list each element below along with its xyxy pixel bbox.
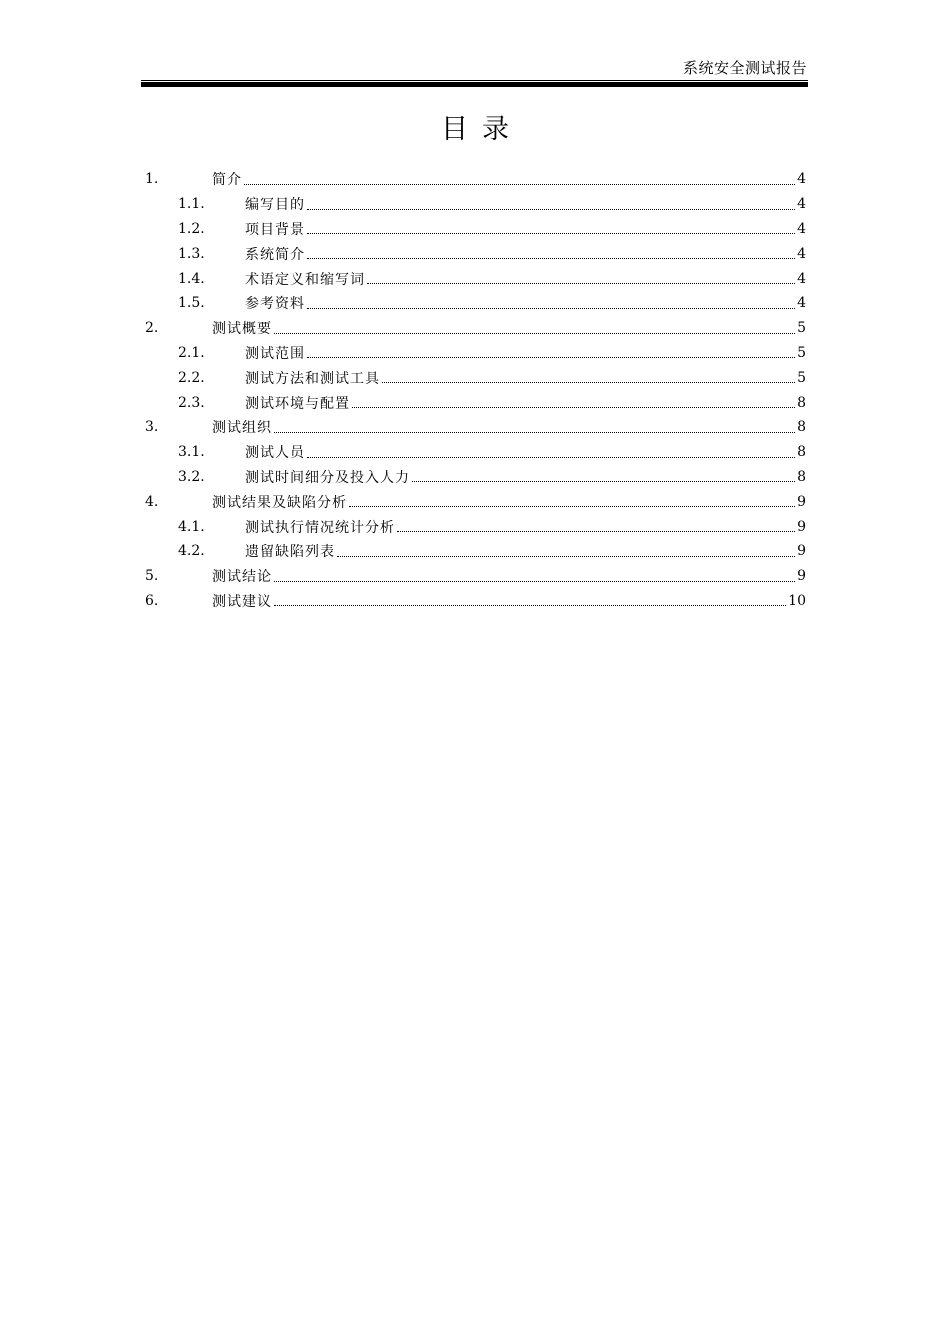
toc-entry[interactable] (145, 390, 806, 415)
toc-entry[interactable] (145, 217, 806, 242)
header-rule-thin (141, 80, 808, 81)
toc-entry-number: 1. (145, 171, 159, 188)
toc-entry[interactable] (145, 316, 806, 341)
toc-entry[interactable] (145, 465, 806, 490)
toc-dot-leader (307, 244, 795, 259)
toc-entry-label[interactable]: 测试环境与配置 (245, 395, 350, 412)
toc-entry-number: 3.2. (178, 468, 205, 485)
toc-entry-label[interactable]: 系统简介 (245, 246, 305, 263)
toc-dot-leader (337, 542, 795, 557)
toc-entry[interactable] (145, 167, 806, 192)
toc-entry-number: 3.1. (178, 444, 205, 461)
toc-entry[interactable] (145, 514, 806, 539)
toc-entry[interactable] (145, 192, 806, 217)
toc-entry-page: 8 (797, 419, 806, 436)
toc-entry-number: 1.5. (178, 295, 205, 312)
toc-entry-label[interactable]: 术语定义和缩写词 (245, 271, 365, 288)
toc-entry-page: 9 (797, 518, 806, 535)
toc-dot-leader (244, 170, 795, 185)
toc-entry[interactable] (145, 415, 806, 440)
toc-entry-number: 5. (145, 568, 159, 585)
toc-entry-number: 3. (145, 419, 159, 436)
toc-entry-number: 2.3. (178, 394, 205, 411)
toc-entry[interactable] (145, 564, 806, 589)
toc-entry-label[interactable]: 简介 (212, 172, 242, 189)
toc-entry-number: 2.1. (178, 344, 205, 361)
toc-entry-number: 4. (145, 493, 159, 510)
toc-dot-leader (367, 269, 795, 284)
toc-entry-page: 4 (797, 295, 806, 312)
toc-entry-label[interactable]: 测试概要 (212, 321, 272, 338)
header-rule-thick (141, 82, 808, 87)
toc-entry-label[interactable]: 测试执行情况统计分析 (245, 519, 395, 536)
toc-entry-number: 2.2. (178, 369, 205, 386)
toc-entry-number: 1.4. (178, 270, 205, 287)
toc-entry-page: 9 (797, 543, 806, 560)
toc-entry-page: 10 (788, 592, 806, 609)
toc-entry[interactable] (145, 489, 806, 514)
toc-entry[interactable] (145, 341, 806, 366)
toc-entry[interactable] (145, 589, 806, 614)
toc-entry-page: 9 (797, 568, 806, 585)
toc-entry-label[interactable]: 遗留缺陷列表 (245, 544, 335, 561)
toc-entry-page: 4 (797, 220, 806, 237)
toc-entry-label[interactable]: 测试时间细分及投入人力 (245, 469, 410, 486)
toc-entry-label[interactable]: 测试结果及缺陷分析 (212, 494, 347, 511)
toc-dot-leader (274, 567, 795, 582)
toc-entry-page: 4 (797, 196, 806, 213)
toc-dot-leader (274, 319, 795, 334)
toc-entry-page: 4 (797, 270, 806, 287)
toc-entry-page: 9 (797, 493, 806, 510)
toc-dot-leader (307, 219, 795, 234)
toc-entry[interactable] (145, 539, 806, 564)
toc-entry-number: 4.2. (178, 543, 205, 560)
toc-dot-leader (382, 368, 795, 383)
toc-entry-label[interactable]: 编写目的 (245, 197, 305, 214)
toc-entry[interactable] (145, 241, 806, 266)
toc-dot-leader (307, 343, 795, 358)
toc-entry[interactable] (145, 291, 806, 316)
toc-entry[interactable] (145, 266, 806, 291)
toc-entry-number: 1.2. (178, 220, 205, 237)
toc-entry-number: 1.3. (178, 245, 205, 262)
toc-entry-label[interactable]: 测试范围 (245, 345, 305, 362)
toc-entry-label[interactable]: 测试建议 (212, 593, 272, 610)
toc-entry-page: 5 (797, 344, 806, 361)
toc-entry-number: 4.1. (178, 518, 205, 535)
toc-entry[interactable] (145, 365, 806, 390)
toc-dot-leader (397, 517, 795, 532)
toc-entry-number: 6. (145, 592, 159, 609)
toc-dot-leader (307, 195, 795, 210)
toc-entry-page: 8 (797, 394, 806, 411)
toc-dot-leader (349, 492, 795, 507)
toc-dot-leader (352, 393, 795, 408)
toc-entry-page: 5 (797, 320, 806, 337)
toc-entry-label[interactable]: 测试方法和测试工具 (245, 370, 380, 387)
toc-entry[interactable] (145, 440, 806, 465)
toc-dot-leader (307, 294, 795, 309)
toc-dot-leader (274, 591, 786, 606)
toc-dot-leader (307, 443, 795, 458)
toc-entry-page: 8 (797, 444, 806, 461)
toc-entry-page: 8 (797, 468, 806, 485)
toc-entry-number: 1.1. (178, 196, 205, 213)
toc-entry-label[interactable]: 测试结论 (212, 569, 272, 586)
toc-entry-page: 5 (797, 369, 806, 386)
toc-entry-label[interactable]: 参考资料 (245, 296, 305, 313)
table-of-contents (145, 167, 806, 613)
toc-entry-label[interactable]: 测试人员 (245, 445, 305, 462)
running-header-title: 系统安全测试报告 (682, 59, 807, 77)
toc-entry-page: 4 (797, 245, 806, 262)
toc-heading: 目录 (441, 114, 523, 145)
toc-entry-page: 4 (797, 171, 806, 188)
toc-dot-leader (412, 467, 795, 482)
toc-entry-label[interactable]: 测试组织 (212, 420, 272, 437)
toc-entry-number: 2. (145, 320, 159, 337)
toc-entry-label[interactable]: 项目背景 (245, 221, 305, 238)
toc-dot-leader (274, 418, 795, 433)
